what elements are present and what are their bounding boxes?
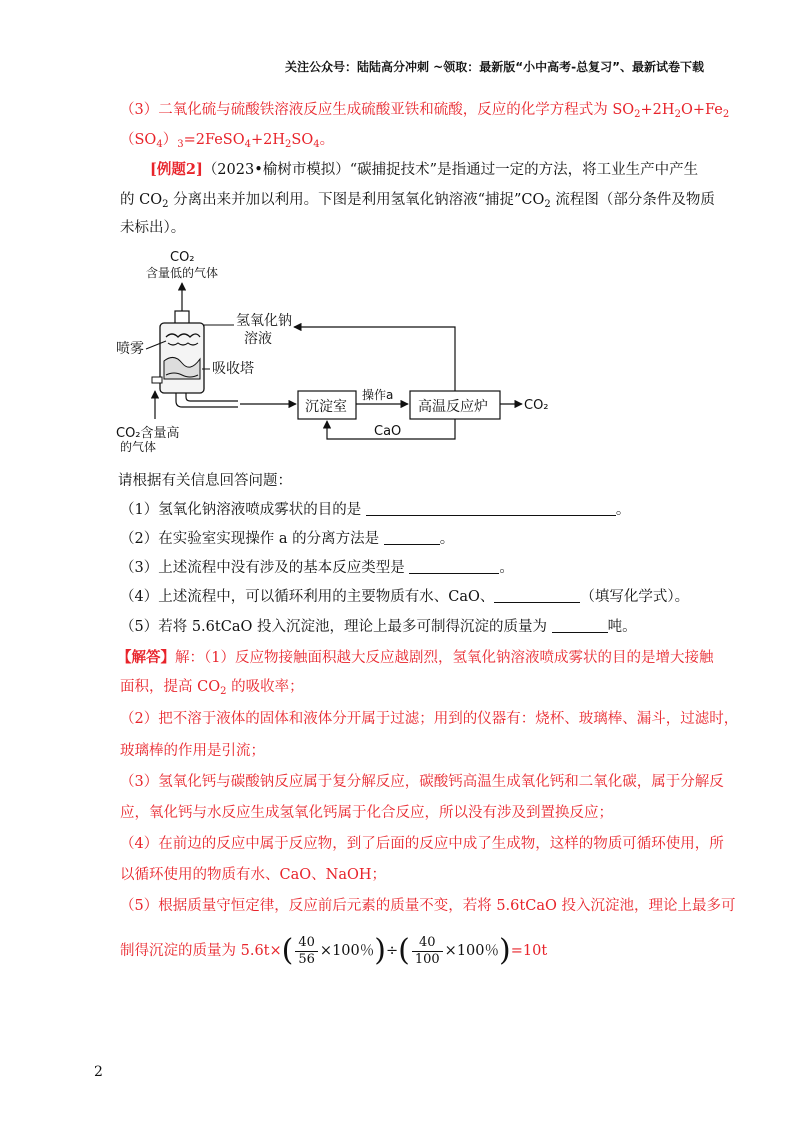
fraction-40-100: $\frac{40}{100}$ — [412, 935, 443, 968]
question-lead: 请根据有关信息回答问题： — [118, 473, 292, 489]
label-tower: 吸收塔 — [212, 361, 254, 377]
label-furnace: 高温反应炉 — [418, 399, 488, 415]
answer-line-5: （5）根据质量守恒定律，反应前后元素的质量不变，若将 5.6tCaO 投入沉淀池，理论上最多可 — [120, 898, 736, 914]
label-low-gas: 含量低的气体 — [146, 266, 219, 280]
example-tag: [例题2] — [150, 161, 203, 178]
answer-line-3: （3）氢氧化钙与碳酸钠反应属于复分解反应，碳酸钙高温生成氧化钙和二氧化碳，属于分解反 — [120, 774, 724, 790]
label-high-gas-1: CO₂含量高 — [116, 426, 180, 441]
intro-line-1: （3）二氧化硫与硫酸铁溶液反应生成硫酸亚铁和硫酸，反应的化学方程式为 $SO_2+2H_2O+Fe_2$ — [120, 102, 730, 120]
page-number: 2 — [94, 1064, 103, 1080]
answer-line-3b: 应，氧化钙与水反应生成氢氧化钙属于化合反应，所以没有涉及到置换反应； — [120, 805, 613, 821]
answer-line-2b: 玻璃棒的作用是引流； — [120, 743, 265, 759]
label-settling: 沉淀室 — [305, 399, 347, 415]
answer-line-2: （2）把不溶于液体的固体和液体分开属于过滤；用到的仪器有：烧杯、玻璃棒、漏斗，过滤时， — [120, 711, 739, 727]
answer-blank-1[interactable] — [366, 501, 616, 516]
example-line-2: 的 $CO_2$ 分离出来并加以利用。下图是利用氢氧化钠溶液“捕捉$”CO_2$ 流程图（部分条件及物质 — [120, 192, 715, 210]
label-cao: CaO — [374, 424, 402, 439]
page-header: 关注公众号：陆陆高分冲刺 ~领取：最新版“小中高考-总复习”、最新试卷下载 — [285, 60, 704, 74]
answer-blank-4[interactable] — [494, 588, 580, 603]
label-spray: 喷雾 — [116, 341, 144, 357]
question-5: （5）若将 5.6tCaO 投入沉淀池，理论上最多可制得沉淀的质量为 吨。 — [120, 619, 637, 635]
answer-blank-3[interactable] — [409, 559, 499, 574]
label-co2-top: CO₂ — [170, 250, 195, 265]
label-co2-out: CO₂ — [524, 398, 549, 413]
example-line-3: 未标出）。 — [120, 220, 186, 236]
example-line-1: [例题2]（2023•榆树市模拟）“碳捕捉技术”是指通过一定的方法，将工业生产中产生 — [150, 161, 699, 178]
answer-line-4b: 以循环使用的物质有水、CaO、NaOH； — [120, 867, 386, 883]
question-3: （3）上述流程中没有涉及的基本反应类型是 。 — [120, 560, 514, 576]
answer-line-4: （4）在前边的反应中属于反应物，到了后面的反应中成了生成物，这样的物质可循环使用，所 — [120, 836, 724, 852]
question-2: （2）在实验室实现操作 a 的分离方法是 。 — [120, 531, 455, 547]
co2-capture-flow-diagram — [112, 243, 562, 463]
answer-line-5b: 制得沉淀的质量为 5.6t×( $\frac{40}{56}$ ×100％)÷( $\frac{40}{100}$ ×100％)=10t — [120, 933, 548, 968]
fraction-40-56: $\frac{40}{56}$ — [295, 935, 318, 968]
question-4: （4）上述流程中，可以循环利用的主要物质有水、CaO、 （填写化学式）。 — [120, 589, 690, 605]
label-high-gas-2: 的气体 — [120, 440, 157, 454]
answer-line-1: 【解答】解：（1）反应物接触面积越大反应越剧烈，氢氧化钠溶液喷成雾状的目的是增大接触 — [117, 649, 714, 666]
intro-line-2: $(SO_4)_3=2FeSO_4+2H_2SO_4$。 — [120, 132, 335, 150]
label-naoh-2: 溶液 — [244, 331, 272, 347]
question-1: （1）氢氧化钠溶液喷成雾状的目的是 。 — [120, 502, 631, 518]
answer-blank-5[interactable] — [552, 618, 608, 633]
label-operation-a: 操作a — [362, 388, 394, 402]
label-naoh-1: 氢氧化钠 — [236, 313, 292, 329]
answer-line-1b: 面积，提高 $CO_2$ 的吸收率； — [120, 679, 304, 697]
answer-tag: 【解答】 — [117, 649, 175, 666]
answer-blank-2[interactable] — [384, 530, 440, 545]
